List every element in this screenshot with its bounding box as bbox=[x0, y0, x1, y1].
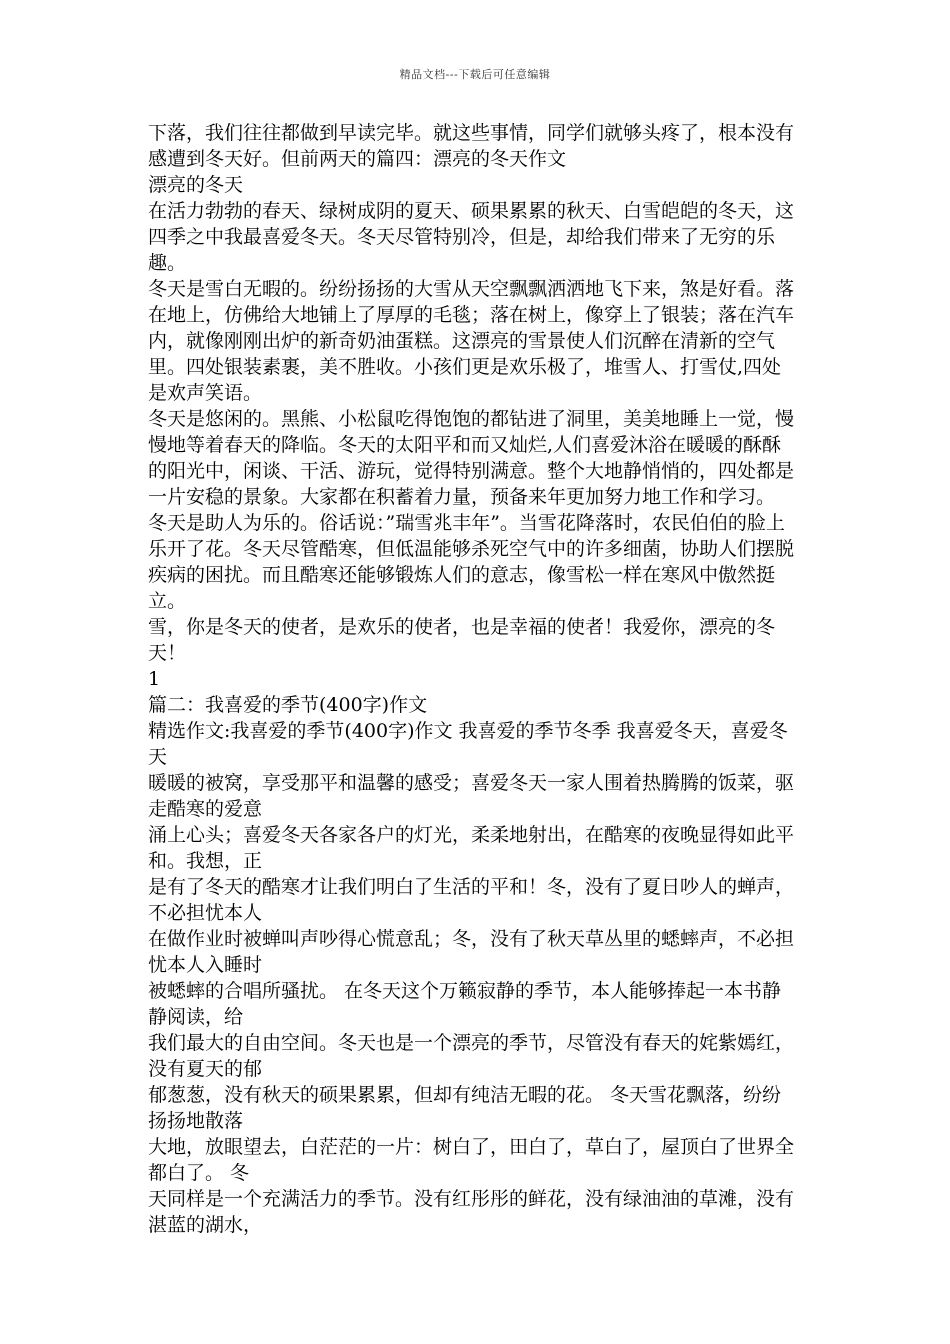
text-line: 被蟋蟀的合唱所骚扰。 在冬天这个万籁寂静的季节，本人能够捧起一本书静 bbox=[148, 980, 782, 1002]
text-line: 漂亮的冬天 bbox=[148, 174, 244, 196]
page-header: 精品文档---下载后可任意编辑 bbox=[399, 68, 551, 81]
text-line: 冬天是雪白无暇的。纷纷扬扬的大雪从天空飘飘洒洒地飞下来，煞是好看。落 bbox=[148, 278, 795, 300]
text-line: 在地上，仿佛给大地铺上了厚厚的毛毯；落在树上，像穿上了银装；落在汽车 bbox=[148, 304, 795, 326]
text-line: 在活力勃勃的春天、绿树成阴的夏天、硕果累累的秋天、白雪皑皑的冬天，这 bbox=[148, 200, 795, 222]
text-line: 暖暖的被窝，享受那平和温馨的感受；喜爱冬天一家人围着热腾腾的饭菜，驱 bbox=[148, 772, 795, 794]
text-line: 涌上心头；喜爱冬天各家各户的灯光，柔柔地射出，在酷寒的夜晚显得如此平 bbox=[148, 824, 795, 846]
text-line: 静阅读，给 bbox=[148, 1006, 244, 1028]
text-line: 在做作业时被蝉叫声吵得心慌意乱；冬，没有了秋天草丛里的蟋蟀声，不必担 bbox=[148, 928, 795, 950]
text-line: 疾病的困扰。而且酷寒还能够锻炼人们的意志，像雪松一样在寒风中傲然挺 bbox=[148, 564, 776, 586]
text-line: 郁葱葱，没有秋天的硕果累累，但却有纯洁无暇的花。 冬天雪花飘落，纷纷 bbox=[148, 1084, 782, 1106]
text-line: 的阳光中，闲谈、干活、游玩，觉得特别满意。整个大地静悄悄的，四处都是 bbox=[148, 460, 795, 482]
text-line: 冬天是助人为乐的。俗话说：”瑞雪兆丰年”。当雪花降落时，农民伯伯的脸上 bbox=[148, 512, 785, 534]
text-line: 没有夏天的郁 bbox=[148, 1058, 263, 1080]
text-line: 篇二：我喜爱的季节(400字)作文 bbox=[148, 694, 428, 716]
text-line: 一片安稳的景象。大家都在积蓄着力量，预备来年更加努力地工作和学习。 bbox=[148, 486, 776, 508]
text-line: 内，就像刚刚出炉的新奇奶油蛋糕。这漂亮的雪景使人们沉醉在清新的空气 bbox=[148, 330, 776, 352]
text-line: 雪，你是冬天的使者，是欢乐的使者，也是幸福的使者！我爱你，漂亮的冬 bbox=[148, 616, 776, 638]
text-line: 天同样是一个充满活力的季节。没有红彤彤的鲜花，没有绿油油的草滩，没有 bbox=[148, 1188, 795, 1210]
text-line: 和。我想，正 bbox=[148, 850, 263, 872]
page-number: 1 bbox=[148, 668, 161, 690]
text-line: 慢地等着春天的降临。冬天的太阳平和而又灿烂,人们喜爱沐浴在暖暖的酥酥 bbox=[148, 434, 782, 456]
text-line: 忧本人入睡时 bbox=[148, 954, 263, 976]
text-line: 是欢声笑语。 bbox=[148, 382, 263, 404]
text-line: 天 bbox=[148, 746, 168, 768]
text-line: 乐开了花。冬天尽管酷寒，但低温能够杀死空气中的许多细菌，协助人们摆脱 bbox=[148, 538, 795, 560]
text-line: 大地，放眼望去，白茫茫的一片：树白了，田白了，草白了，屋顶白了世界全 bbox=[148, 1136, 795, 1158]
document-body bbox=[148, 120, 808, 1238]
text-line: 都白了。 冬 bbox=[148, 1162, 250, 1184]
text-line: 里。四处银装素裹，美不胜收。小孩们更是欢乐极了，堆雪人、打雪仗,四处 bbox=[148, 356, 782, 378]
text-line: 我们最大的自由空间。冬天也是一个漂亮的季节，尽管没有春天的姹紫嫣红， bbox=[148, 1032, 795, 1054]
text-line: 冬天是悠闲的。黑熊、小松鼠吃得饱饱的都钻进了洞里，美美地睡上一觉，慢 bbox=[148, 408, 795, 430]
text-line: 不必担忧本人 bbox=[148, 902, 263, 924]
text-line: 走酷寒的爱意 bbox=[148, 798, 263, 820]
text-line: 是有了冬天的酷寒才让我们明白了生活的平和！冬，没有了夏日吵人的蝉声， bbox=[148, 876, 795, 898]
text-line: 立。 bbox=[148, 590, 187, 612]
text-line: 湛蓝的湖水， bbox=[148, 1214, 263, 1236]
text-line: 感遭到冬天好。但前两天的篇四：漂亮的冬天作文 bbox=[148, 148, 567, 170]
text-line: 四季之中我最喜爱冬天。冬天尽管特别冷，但是，却给我们带来了无穷的乐 bbox=[148, 226, 776, 248]
text-line: 精选作文:我喜爱的季节(400字)作文 我喜爱的季节冬季 我喜爱冬天，喜爱冬 bbox=[148, 720, 788, 742]
text-line: 天！ bbox=[148, 642, 187, 664]
text-line: 扬扬地散落 bbox=[148, 1110, 244, 1132]
text-line: 趣。 bbox=[148, 252, 187, 274]
text-line: 下落，我们往往都做到早读完毕。就这些事情，同学们就够头疼了，根本没有 bbox=[148, 122, 795, 144]
